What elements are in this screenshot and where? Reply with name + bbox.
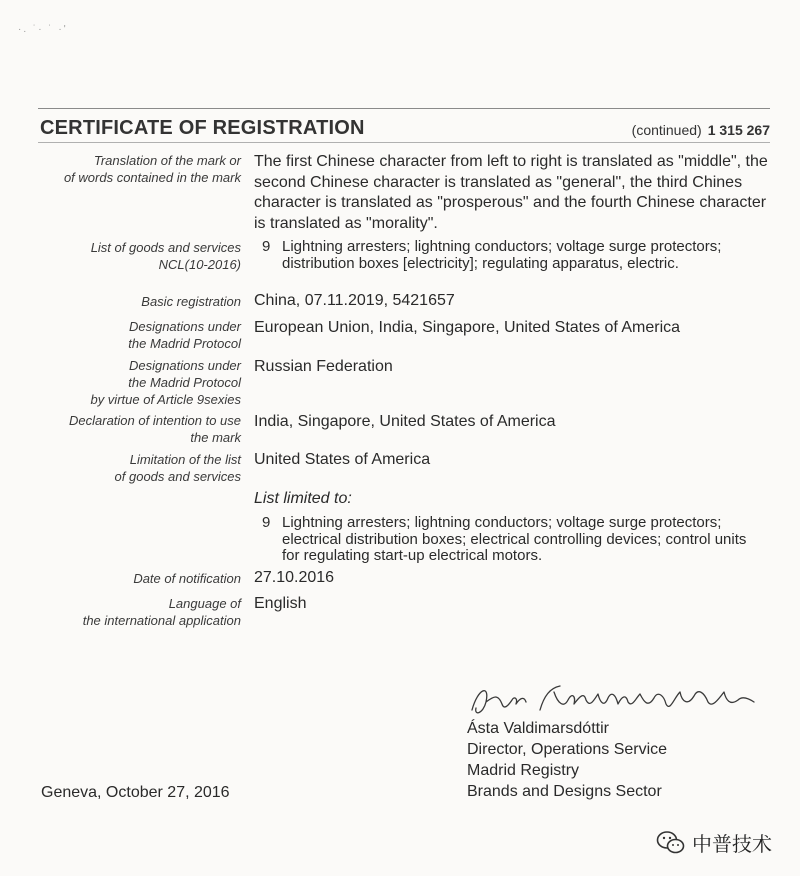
label-declaration-intention: Declaration of intention to use the mark xyxy=(69,413,241,445)
value-translation: The first Chinese character from left to right is translated as "middle", the second Chinese character is translated as "general", the third Chines character is translated as "prosperous" and the fourth Chinese character is translated as "morality". xyxy=(254,153,768,232)
signer-unit: Madrid Registry xyxy=(467,762,580,779)
signer-sector: Brands and Designs Sector xyxy=(467,783,662,800)
goods-text: Lightning arresters; lightning conductors; voltage surge protectors; distribution boxes [electricity]; regulating apparatus, electric. xyxy=(282,238,722,272)
label-designations-9sexies: Designations under the Madrid Protocol by virtue of Article 9sexies xyxy=(90,358,241,407)
top-rule xyxy=(38,108,770,109)
signer-name: Ásta Valdimarsdóttir xyxy=(467,720,609,737)
scan-marks: ·. ˙· ˙ ·' xyxy=(18,24,68,35)
limited-goods-text: Lightning arresters; lightning conductors; voltage surge protectors; electrical distribution boxes; electrical controlling devices; control units for regulating start-up electrical motors. xyxy=(282,514,747,564)
label-limitation: Limitation of the list of goods and services xyxy=(114,452,241,484)
list-limited-to: List limited to: xyxy=(254,490,352,507)
continued-header xyxy=(632,122,770,138)
label-date-notification: Date of notification xyxy=(133,571,241,586)
value-basic-registration: China, 07.11.2019, 5421657 xyxy=(254,292,455,309)
label-designations: Designations under the Madrid Protocol xyxy=(128,319,241,351)
value-language: English xyxy=(254,595,307,612)
header-rule xyxy=(38,142,770,143)
value-declaration-intention: India, Singapore, United States of America xyxy=(254,413,556,430)
goods-list xyxy=(262,239,762,272)
goods-class-number: 9 xyxy=(262,238,271,255)
registration-number: 1 315 267 xyxy=(707,122,770,138)
label-basic-registration: Basic registration xyxy=(141,294,241,309)
label-goods-services: List of goods and services NCL(10-2016) xyxy=(90,240,241,272)
value-date-notification: 27.10.2016 xyxy=(254,569,335,586)
watermark xyxy=(656,828,772,857)
value-designations: European Union, India, Singapore, United States of America xyxy=(254,319,681,336)
watermark-text: 中普技术 xyxy=(692,834,772,856)
limited-goods-class-number: 9 xyxy=(262,514,271,531)
continued-label: (continued) xyxy=(631,122,702,138)
value-limitation: United States of America xyxy=(254,451,431,468)
place-date: Geneva, October 27, 2016 xyxy=(41,784,230,801)
value-designations-9sexies: Russian Federation xyxy=(254,358,393,375)
certificate-title: CERTIFICATE OF REGISTRATION xyxy=(40,117,365,139)
label-language: Language of the international application xyxy=(82,596,241,628)
signer-title: Director, Operations Service xyxy=(467,741,668,758)
label-translation: Translation of the mark or of words contained in the mark xyxy=(63,153,241,185)
limited-goods-list xyxy=(262,515,762,565)
wechat-icon xyxy=(656,830,686,856)
